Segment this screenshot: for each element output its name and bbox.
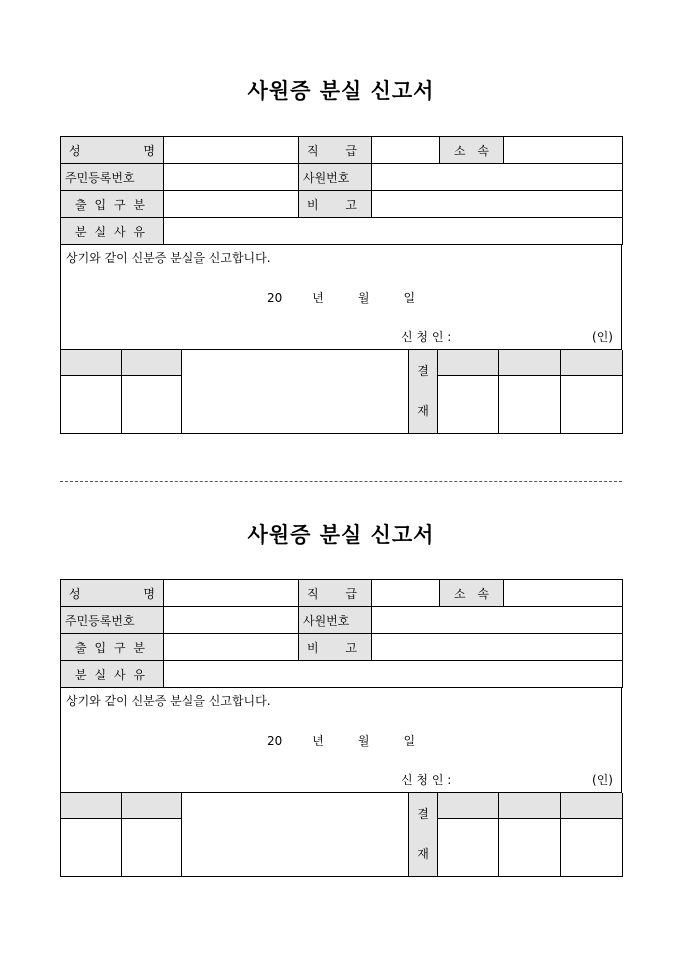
approval-blank-area bbox=[182, 793, 409, 876]
date-line bbox=[61, 732, 621, 749]
statement-text: 상기와 같이 신분증 분실을 신고합니다. bbox=[66, 694, 271, 708]
loss-reason-field[interactable] bbox=[164, 218, 623, 245]
approval-label: 결 재 bbox=[409, 350, 438, 433]
approval-sign-cell[interactable] bbox=[438, 818, 499, 876]
loss-reason-label: 분 실 사 유 bbox=[61, 661, 164, 688]
dept-label: 소 속 bbox=[440, 580, 504, 607]
approval-header-cell bbox=[499, 793, 561, 818]
year-unit: 년 bbox=[312, 734, 324, 748]
date-line bbox=[61, 289, 621, 306]
loss-reason-field[interactable] bbox=[164, 661, 623, 688]
declaration-box bbox=[60, 688, 622, 793]
entry-type-label: 출 입 구 분 bbox=[61, 191, 164, 218]
approval-header-cell bbox=[122, 793, 182, 818]
approval-header-cell bbox=[499, 350, 561, 375]
rank-field[interactable] bbox=[372, 137, 440, 164]
approval-label: 결 재 bbox=[409, 793, 438, 876]
statement-text: 상기와 같이 신분증 분실을 신고합니다. bbox=[66, 251, 271, 265]
applicant-label: 신 청 인 : bbox=[401, 773, 452, 787]
day-unit: 일 bbox=[403, 734, 416, 748]
name-label: 성 명 bbox=[61, 137, 164, 164]
employee-no-label: 사원번호 bbox=[299, 607, 372, 634]
declaration-box bbox=[60, 245, 622, 350]
remarks-field[interactable] bbox=[372, 191, 623, 218]
approval-header-cell bbox=[438, 793, 499, 818]
resident-no-field[interactable] bbox=[164, 164, 299, 191]
name-field[interactable] bbox=[164, 137, 299, 164]
approval-header-cell bbox=[61, 350, 122, 375]
month-unit: 월 bbox=[357, 734, 370, 748]
approval-header-cell bbox=[438, 350, 499, 375]
year-prefix: 20 bbox=[266, 734, 283, 748]
resident-no-label: 주민등록번호 bbox=[61, 164, 164, 191]
entry-type-field[interactable] bbox=[164, 634, 299, 661]
approval-header-cell bbox=[561, 793, 623, 818]
year-prefix: 20 bbox=[266, 291, 283, 305]
entry-type-label: 출 입 구 분 bbox=[61, 634, 164, 661]
name-field[interactable] bbox=[164, 580, 299, 607]
approval-header-cell bbox=[561, 350, 623, 375]
approval-sign-cell[interactable] bbox=[499, 375, 561, 433]
report-form-1 bbox=[60, 77, 622, 434]
seal-mark: (인) bbox=[592, 773, 613, 787]
name-label: 성 명 bbox=[61, 580, 164, 607]
month-unit: 월 bbox=[357, 291, 370, 305]
employee-no-field[interactable] bbox=[372, 607, 623, 634]
entry-type-field[interactable] bbox=[164, 191, 299, 218]
remarks-label: 비 고 bbox=[299, 634, 372, 661]
form-title: 사원증 분실 신고서 bbox=[247, 522, 435, 547]
rank-label: 직 급 bbox=[299, 137, 372, 164]
approval-sign-cell[interactable] bbox=[438, 375, 499, 433]
remarks-label: 비 고 bbox=[299, 191, 372, 218]
year-unit: 년 bbox=[312, 291, 324, 305]
approval-sign-cell[interactable] bbox=[561, 375, 623, 433]
loss-reason-label: 분 실 사 유 bbox=[61, 218, 164, 245]
info-table bbox=[60, 579, 623, 688]
dept-field[interactable] bbox=[504, 137, 623, 164]
resident-no-label: 주민등록번호 bbox=[61, 607, 164, 634]
approval-table bbox=[60, 350, 623, 434]
approval-table bbox=[60, 793, 623, 877]
rank-label: 직 급 bbox=[299, 580, 372, 607]
approval-sign-cell[interactable] bbox=[561, 818, 623, 876]
employee-no-field[interactable] bbox=[372, 164, 623, 191]
rank-field[interactable] bbox=[372, 580, 440, 607]
approval-sign-cell[interactable] bbox=[61, 375, 122, 433]
approval-header-cell bbox=[61, 793, 122, 818]
cut-line bbox=[60, 481, 622, 482]
dept-field[interactable] bbox=[504, 580, 623, 607]
remarks-field[interactable] bbox=[372, 634, 623, 661]
applicant-label: 신 청 인 : bbox=[401, 330, 452, 344]
approval-sign-cell[interactable] bbox=[122, 818, 182, 876]
employee-no-label: 사원번호 bbox=[299, 164, 372, 191]
approval-blank-area bbox=[182, 350, 409, 433]
resident-no-field[interactable] bbox=[164, 607, 299, 634]
info-table bbox=[60, 136, 623, 245]
day-unit: 일 bbox=[403, 291, 416, 305]
approval-sign-cell[interactable] bbox=[499, 818, 561, 876]
approval-sign-cell[interactable] bbox=[61, 818, 122, 876]
seal-mark: (인) bbox=[592, 330, 613, 344]
approval-header-cell bbox=[122, 350, 182, 375]
approval-sign-cell[interactable] bbox=[122, 375, 182, 433]
report-form-2 bbox=[60, 521, 622, 877]
dept-label: 소 속 bbox=[440, 137, 504, 164]
form-title: 사원증 분실 신고서 bbox=[247, 78, 435, 103]
